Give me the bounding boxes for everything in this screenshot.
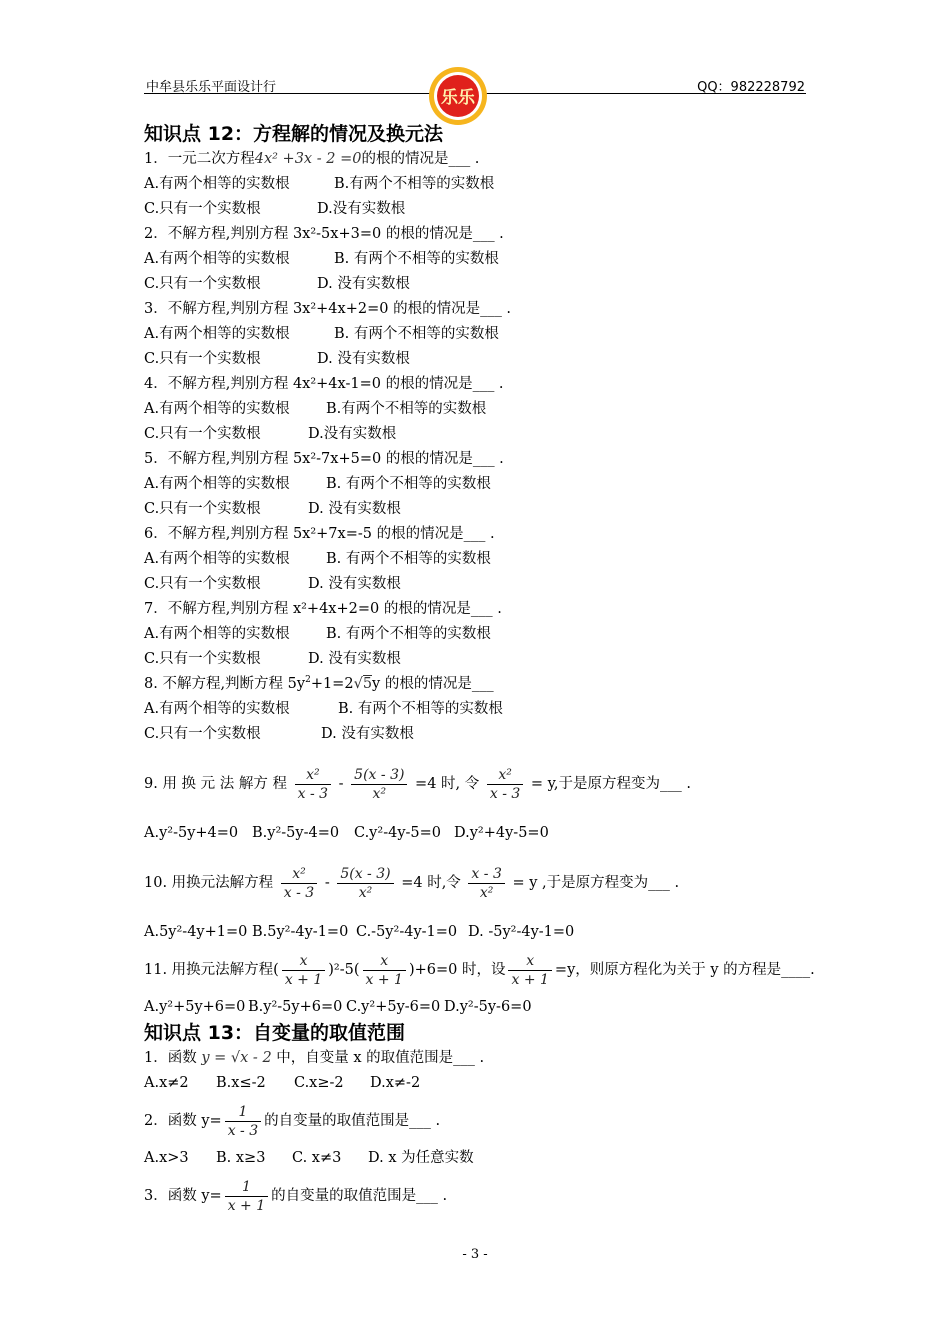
problem-2: 2．函数 y= $\frac{1}{x - 3}$ 的自变量的取值范围是___ . <box>144 1103 441 1139</box>
problem-1: 1．函数 y = √x - 2 中，自变量 x 的取值范围是___ . <box>144 1050 485 1066</box>
options-9: A.y²-5y+4=0 B.y²-5y-4=0 C.y²-4y-5=0 D.y²+4y-5=0 <box>144 825 549 841</box>
lele-logo <box>428 66 488 126</box>
question-6: 6．不解方程,判别方程 5x²+7x=-5 的根的情况是___ . <box>144 526 495 542</box>
fraction: $\frac{\text{x²}}{x - 3}$ <box>281 865 317 902</box>
question-8: 8. 不解方程,判断方程 $5y^2+1=2√5y$ 的根的情况是___ <box>144 675 494 692</box>
options-8b: C.只有一个实数根 D. 没有实数根 <box>144 726 414 742</box>
question-7: 7．不解方程,判别方程 x²+4x+2=0 的根的情况是___ . <box>144 601 502 617</box>
options-8a: A.有两个相等的实数根 B. 有两个不相等的实数根 <box>144 701 503 717</box>
options-2b: C.只有一个实数根 D. 没有实数根 <box>144 276 410 292</box>
fraction: $\frac{5(x - 3)}{\text{x²}}$ <box>337 865 393 902</box>
options-4b: C.只有一个实数根 D.没有实数根 <box>144 426 397 442</box>
fraction: $\frac{x}{x + 1}$ <box>363 952 406 989</box>
question-1: 1．一元二次方程4x² +3x - 2 =0的根的情况是___ . <box>144 151 480 167</box>
options-5b: C.只有一个实数根 D. 没有实数根 <box>144 501 401 517</box>
question-4: 4．不解方程,判别方程 4x²+4x-1=0 的根的情况是___ . <box>144 376 504 392</box>
problem-3: 3．函数 y= $\frac{1}{x + 1}$ 的自变量的取值范围是___ . <box>144 1178 448 1214</box>
fraction: $\frac{\text{x²}}{x - 3}$ <box>295 766 331 803</box>
fraction: $\frac{x}{x + 1}$ <box>508 952 551 989</box>
fraction: $\frac{\text{x²}}{x - 3}$ <box>487 766 523 803</box>
options-2a: A.有两个相等的实数根 B. 有两个不相等的实数根 <box>144 251 499 267</box>
options-p1: A.x≠2 B.x≤-2 C.x≥-2 D.x≠-2 <box>144 1075 421 1091</box>
fraction: $\frac{x - 3}{\text{x²}}$ <box>468 865 504 902</box>
question-2: 2．不解方程,判别方程 3x²-5x+3=0 的根的情况是___ . <box>144 226 504 242</box>
options-p2: A.x>3 B. x≥3 C. x≠3 D. x 为任意实数 <box>144 1150 474 1166</box>
options-6a: A.有两个相等的实数根 B. 有两个不相等的实数根 <box>144 551 491 567</box>
section-title-12: 知识点 12：方程解的情况及换元法 <box>144 123 444 145</box>
fraction: $\frac{1}{x - 3}$ <box>225 1103 261 1140</box>
page-content <box>144 121 814 1221</box>
page-number: - 3 - <box>462 1247 488 1262</box>
header-right-text: QQ：982228792 <box>697 80 805 95</box>
question-10: 10. 用换元法解方程 $\frac{\text{x²}}{x - 3}$ - $\frac{5(x - 3)}{\text{x²}}$ =4 时,令 $\frac{x - 3}{\text{x²}}$ = y ,于是原方程变为___ . <box>144 865 680 901</box>
options-4a: A.有两个相等的实数根 B.有两个不相等的实数根 <box>144 401 487 417</box>
question-9: 9. 用 换 元 法 解方 程 $\frac{\text{x²}}{x - 3}$ - $\frac{5(x - 3)}{\text{x²}}$ =4 时, 令 $\frac{\text{x²}}{x - 3}$ = y,于是原方程变为___ . <box>144 766 692 802</box>
options-1a: A.有两个相等的实数根 B.有两个不相等的实数根 <box>144 176 495 192</box>
question-3: 3．不解方程,判别方程 3x²+4x+2=0 的根的情况是___ . <box>144 301 512 317</box>
header-left-text: 中牟县乐乐平面设计行 <box>146 80 277 95</box>
fraction: $\frac{x}{x + 1}$ <box>282 952 325 989</box>
options-3b: C.只有一个实数根 D. 没有实数根 <box>144 351 410 367</box>
options-5a: A.有两个相等的实数根 B. 有两个不相等的实数根 <box>144 476 491 492</box>
options-6b: C.只有一个实数根 D. 没有实数根 <box>144 576 401 592</box>
section-title-13: 知识点 13：自变量的取值范围 <box>144 1022 406 1044</box>
logo-text: 乐乐 <box>441 88 475 108</box>
question-5: 5．不解方程,判别方程 5x²-7x+5=0 的根的情况是___ . <box>144 451 504 467</box>
options-11: A.y²+5y+6=0 B.y²-5y+6=0 C.y²+5y-6=0 D.y²-5y-6=0 <box>144 999 532 1015</box>
question-11: 11. 用换元法解方程( $\frac{x}{x + 1}$ )²-5( $\frac{x}{x + 1}$ )+6=0 时，设 $\frac{x}{x + 1}$ =y，则原方程化为关于 y 的方程是____. <box>144 952 815 988</box>
options-10: A.5y²-4y+1=0 B.5y²-4y-1=0 C.-5y²-4y-1=0 D. -5y²-4y-1=0 <box>144 924 575 940</box>
options-3a: A.有两个相等的实数根 B. 有两个不相等的实数根 <box>144 326 499 342</box>
options-1b: C.只有一个实数根 D.没有实数根 <box>144 201 406 217</box>
fraction: $\frac{1}{x + 1}$ <box>225 1178 268 1215</box>
options-7b: C.只有一个实数根 D. 没有实数根 <box>144 651 401 667</box>
options-7a: A.有两个相等的实数根 B. 有两个不相等的实数根 <box>144 626 491 642</box>
fraction: $\frac{5(x - 3)}{\text{x²}}$ <box>351 766 407 803</box>
